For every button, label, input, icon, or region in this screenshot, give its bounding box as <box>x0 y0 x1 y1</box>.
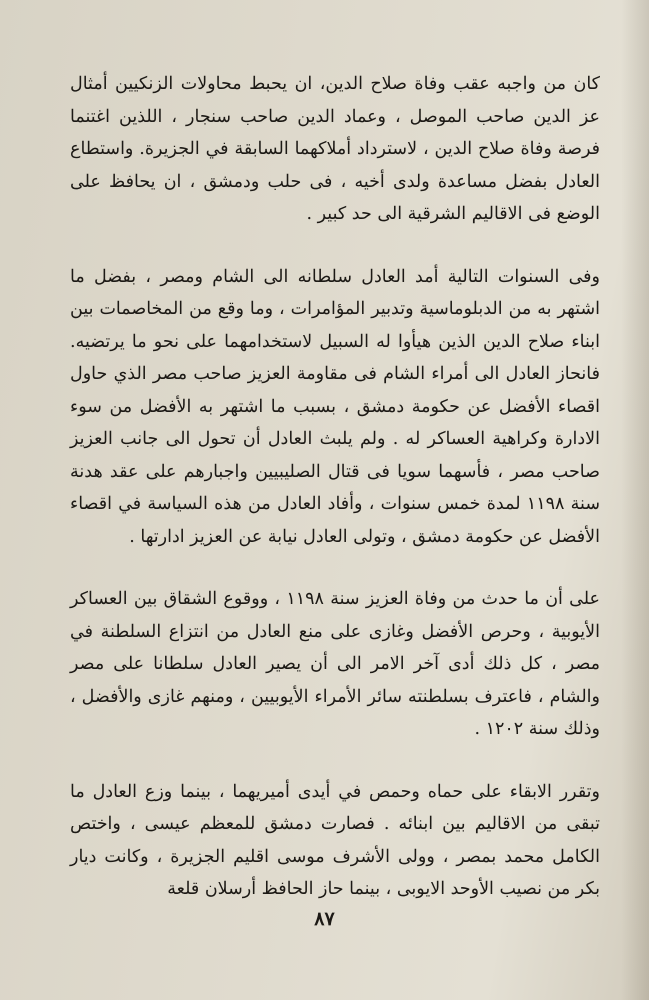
paragraph-3: على أن ما حدث من وفاة العزيز سنة ١١٩٨ ، ووقوع الشقاق بين العساكر الأيوبية ، وحرص الأفضل وغازى على منع العادل من انتزاع السلطنة في مصر ، كل ذلك أدى آخر الامر الى أن يصير العادل سلطانا على مصر والشام ، فاعترف بسلطنته سائر الأمراء الأيوبيين ، ومنهم غازى والأفضل ، وذلك سنة ١٢٠٢ . <box>70 589 600 739</box>
page-edge-shadow <box>621 0 649 1000</box>
paragraph-2: وفى السنوات التالية أمد العادل سلطانه الى الشام ومصر ، بفضل ما اشتهر به من الدبلوماسية وتدبير المؤامرات ، وما وقع من المخاصمات بين ابناء صلاح الدين الذين هيأوا له السبيل لاستخدامهما على نحو ما يرتضيه. فانحاز العادل الى أمراء الشام فى مقاومة العزيز صاحب مصر الذي حاول اقصاء الأفضل عن حكومة دمشق ، بسبب ما اشتهر به الأفضل من سوء الادارة وكراهية العساكر له . ولم يلبث العادل أن تحول الى جانب العزيز صاحب مصر ، فأسهما سويا فى قتال الصليبيين واجبارهم على عقد هدنة سنة ١١٩٨ لمدة خمس سنوات ، وأفاد العادل من هذه السياسة في اقصاء الأفضل عن حكومة دمشق ، وتولى العادل نيابة عن العزيز ادارتها . <box>70 266 600 547</box>
paragraph-1: كان من واجبه عقب وفاة صلاح الدين، ان يحبط محاولات الزنكيين أمثال عز الدين صاحب الموصل ، وعماد الدين صاحب سنجار ، اللذين اغتنما فرصة وفاة صلاح الدين ، لاسترداد أملاكهما السابقة في الجزيرة. واستطاع العادل بفضل مساعدة ولدى أخيه ، فى حلب ودمشق ، ان يحافظ على الوضع فى الاقاليم الشرقية الى حد كبير . <box>70 74 600 224</box>
page-number: ٨٧ <box>314 908 335 930</box>
paragraph-4: وتقرر الابقاء على حماه وحمص في أيدى أميريهما ، بينما وزع العادل ما تبقى من الاقاليم بين ابنائه . فصارت دمشق للمعظم عيسى ، واختص الكامل محمد بمصر ، وولى الأشرف موسى اقليم الجزيرة ، وكانت ديار بكر من نصيب الأوحد الايوبى ، بينما حاز الحافظ أرسلان قلعة <box>70 781 600 899</box>
body-text <box>70 68 600 936</box>
